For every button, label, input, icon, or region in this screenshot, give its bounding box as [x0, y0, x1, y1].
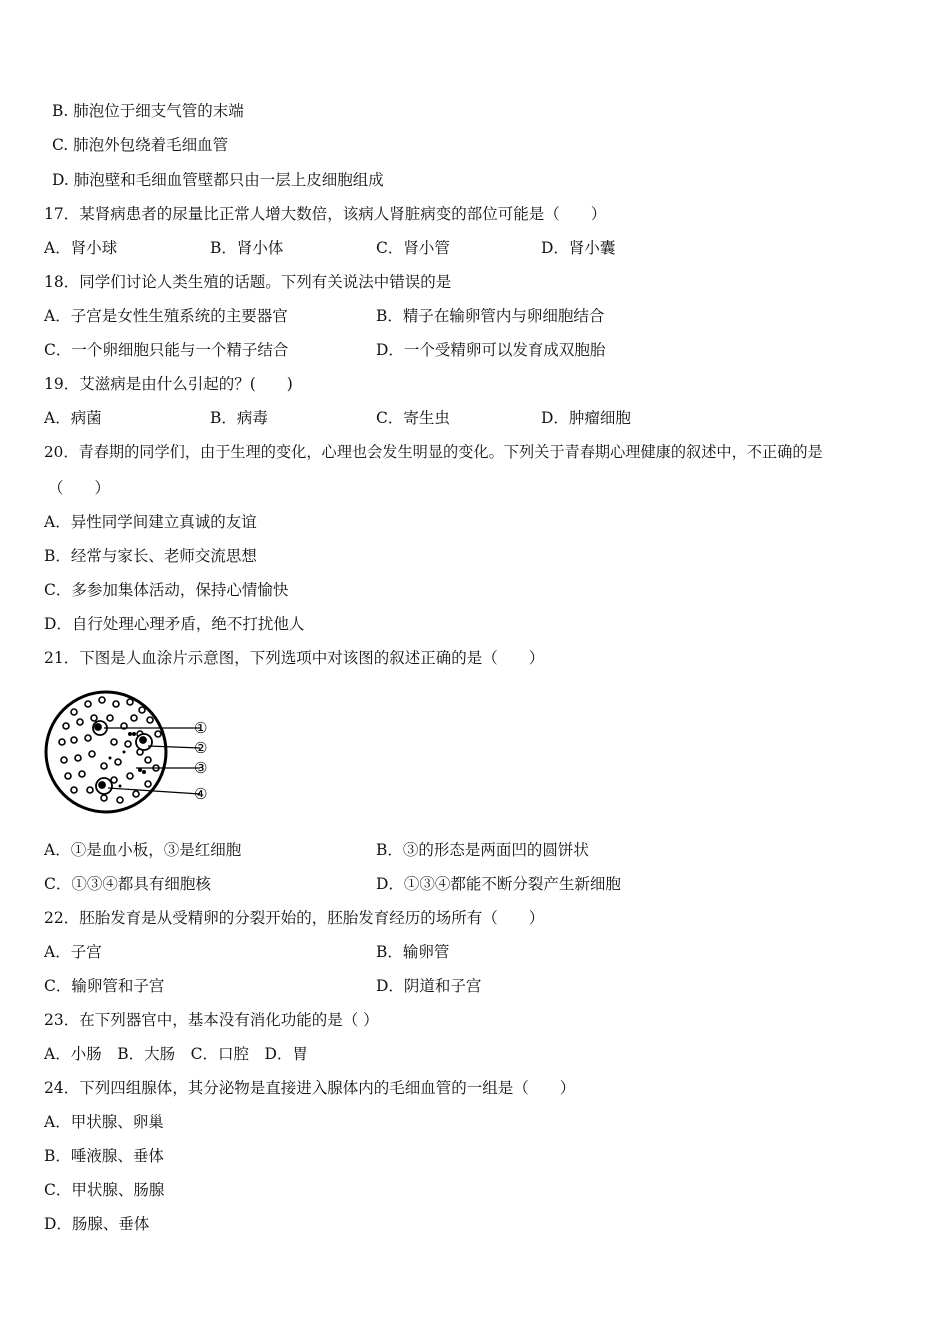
q18-option-d: D．一个受精卵可以发育成双胞胎	[376, 341, 606, 359]
q19-option-d: D．肿瘤细胞	[541, 409, 631, 427]
q23-options: A．小肠 B．大肠 C．口腔 D．胃	[44, 1045, 308, 1063]
q19-option-b: B．病毒	[210, 409, 268, 427]
blood-smear-diagram	[44, 682, 224, 820]
q21-option-c: C．①③④都具有细胞核	[44, 875, 211, 893]
label-4: ④	[194, 785, 208, 803]
label-1: ①	[194, 719, 208, 737]
q24-option-a: A．甲状腺、卵巢	[44, 1113, 164, 1131]
q21-option-b: B．③的形态是两面凹的圆饼状	[376, 841, 589, 859]
q16-option-c: C. 肺泡外包绕着毛细血管	[52, 136, 229, 154]
q17-option-d: D．肾小囊	[541, 239, 616, 257]
q22-stem: 22．胚胎发育是从受精卵的分裂开始的，胚胎发育经历的场所有（ ）	[44, 909, 545, 927]
q24-option-d: D．肠腺、垂体	[44, 1215, 150, 1233]
q24-option-c: C．甲状腺、肠腺	[44, 1181, 165, 1199]
q18-option-c: C．一个卵细胞只能与一个精子结合	[44, 341, 289, 359]
q22-option-b: B．输卵管	[376, 943, 450, 961]
q18-option-a: A．子宫是女性生殖系统的主要器官	[44, 307, 288, 325]
q17-option-c: C．肾小管	[376, 239, 450, 257]
q24-stem: 24．下列四组腺体，其分泌物是直接进入腺体内的毛细血管的一组是（ ）	[44, 1079, 576, 1097]
q18-option-b: B．精子在输卵管内与卵细胞结合	[376, 307, 605, 325]
q24-option-b: B．唾液腺、垂体	[44, 1147, 164, 1165]
q20-option-d: D．自行处理心理矛盾，绝不打扰他人	[44, 615, 305, 633]
q20-stem-continuation: （ ）	[48, 479, 111, 497]
q16-option-d: D. 肺泡壁和毛细血管壁都只由一层上皮细胞组成	[52, 171, 384, 189]
q17-option-a: A．肾小球	[44, 239, 118, 257]
q23-stem: 23．在下列器官中，基本没有消化功能的是（ ）	[44, 1011, 379, 1029]
q21-option-a: A．①是血小板，③是红细胞	[44, 841, 242, 859]
q19-option-a: A．病菌	[44, 409, 102, 427]
blood-smear-figure	[44, 682, 224, 820]
q20-option-c: C．多参加集体活动，保持心情愉快	[44, 581, 289, 599]
figure-labels	[194, 719, 207, 803]
q20-option-a: A．异性同学间建立真诚的友谊	[44, 513, 257, 531]
q17-option-b: B．肾小体	[210, 239, 284, 257]
q17-stem: 17．某肾病患者的尿量比正常人增大数倍，该病人肾脏病变的部位可能是（ ）	[44, 205, 607, 223]
label-3: ③	[194, 759, 208, 777]
q22-option-d: D．阴道和子宫	[376, 977, 482, 995]
q22-option-a: A．子宫	[44, 943, 102, 961]
label-2: ②	[194, 739, 208, 757]
q19-option-c: C．寄生虫	[376, 409, 450, 427]
q21-option-d: D．①③④都能不断分裂产生新细胞	[376, 875, 621, 893]
q18-stem: 18．同学们讨论人类生殖的话题。下列有关说法中错误的是	[44, 273, 452, 291]
q19-stem: 19．艾滋病是由什么引起的？( )	[44, 375, 293, 393]
q21-stem: 21．下图是人血涂片示意图，下列选项中对该图的叙述正确的是（ ）	[44, 649, 545, 667]
q22-option-c: C．输卵管和子宫	[44, 977, 165, 995]
q20-stem: 20．青春期的同学们，由于生理的变化，心理也会发生明显的变化。下列关于青春期心理健康的叙述中，不正确的是	[44, 443, 823, 461]
q20-option-b: B．经常与家长、老师交流思想	[44, 547, 257, 565]
q16-option-b: B. 肺泡位于细支气管的末端	[52, 102, 244, 120]
